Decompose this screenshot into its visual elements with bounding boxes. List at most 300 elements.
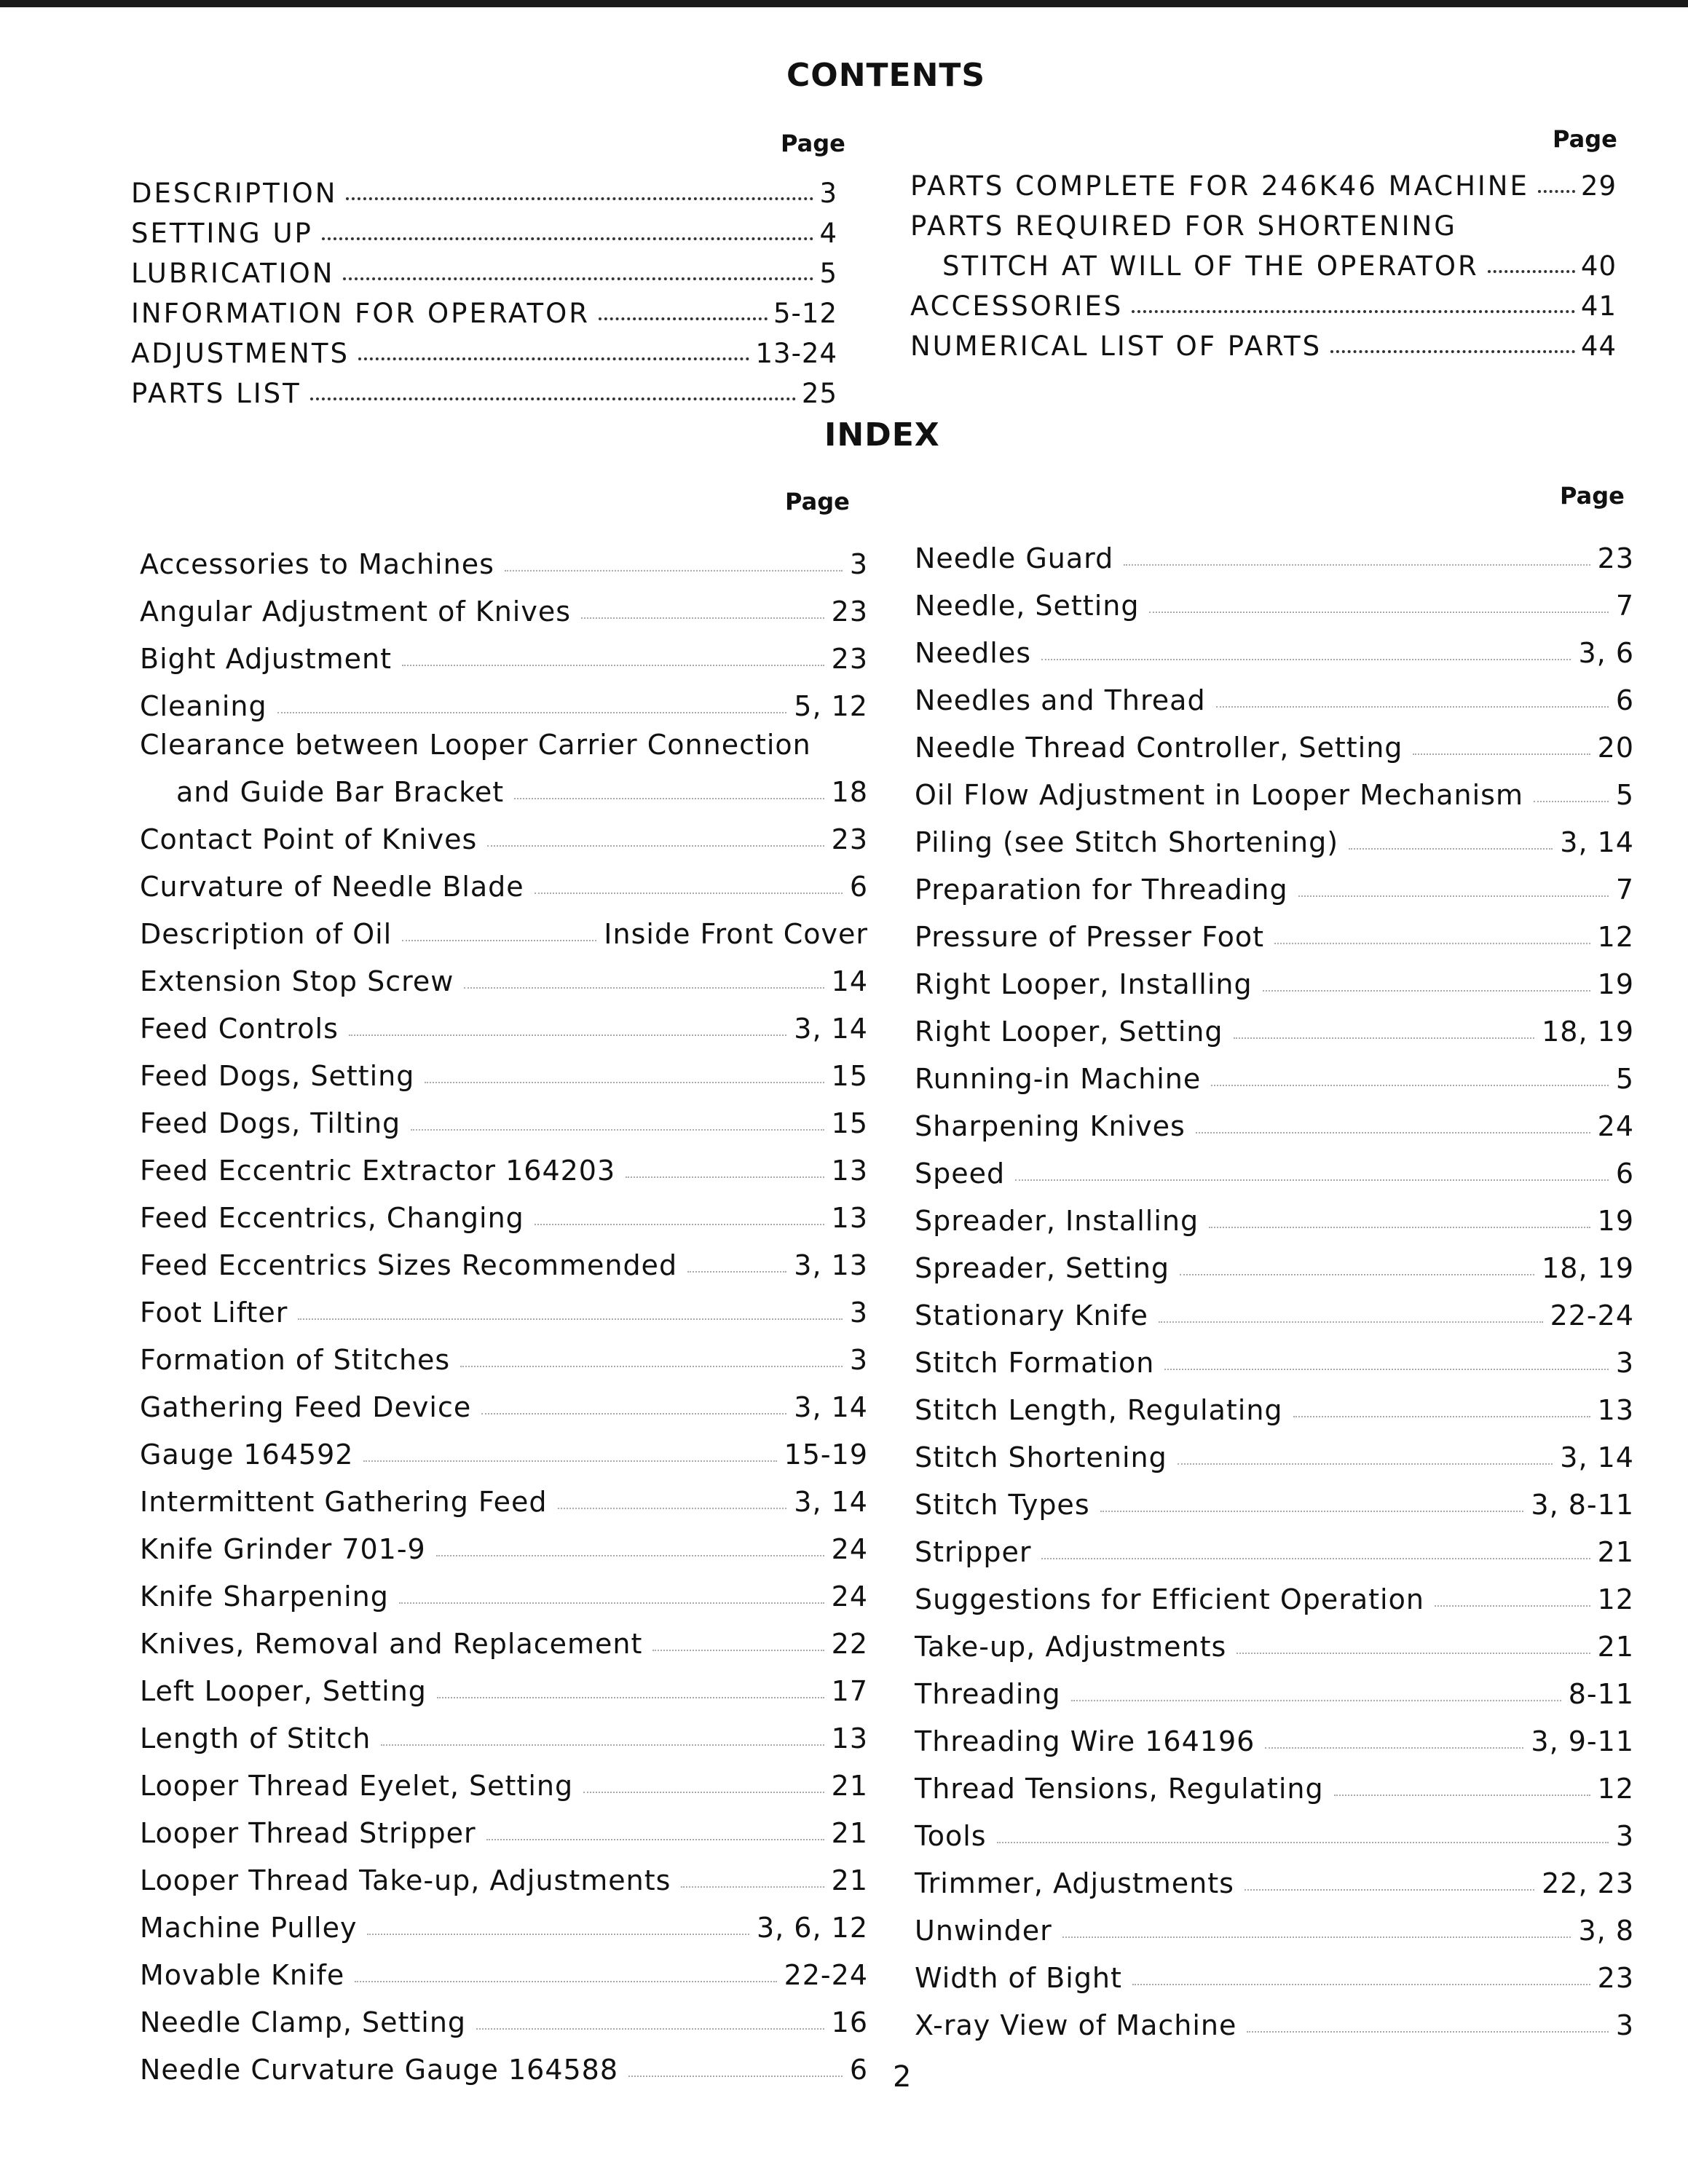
index-entry [140, 1754, 868, 1802]
entry-page: 12 [1597, 1773, 1634, 1805]
entry-label: Stitch Shortening [915, 1441, 1167, 1473]
dot-leader [1349, 848, 1553, 850]
index-entry [915, 527, 1634, 574]
entry-label: Angular Adjustment of Knives [140, 596, 572, 628]
dot-leader [1041, 1558, 1590, 1559]
entry-label: STITCH AT WILL OF THE OPERATOR [942, 250, 1479, 282]
index-entry [140, 580, 868, 628]
index-entry [915, 1142, 1634, 1190]
dot-leader [1100, 1511, 1524, 1512]
contents-entry [131, 249, 837, 289]
dot-leader [1062, 1936, 1571, 1938]
entry-page: 18, 19 [1542, 1252, 1634, 1284]
entry-label: Formation of Stitches [140, 1344, 451, 1376]
entry-label: Right Looper, Setting [915, 1016, 1223, 1048]
entry-page: 13 [831, 1155, 868, 1187]
dot-leader [1534, 801, 1609, 802]
entry-page: 21 [831, 1770, 868, 1802]
dot-leader [558, 1508, 787, 1509]
index-entry [140, 1707, 868, 1754]
dot-leader [1216, 706, 1609, 708]
entry-page: 18, 19 [1542, 1016, 1634, 1048]
entry-page: 7 [1615, 590, 1634, 622]
entry-page: 3 [849, 1344, 868, 1376]
entry-page: 6 [1615, 684, 1634, 716]
index-entry [140, 808, 868, 855]
entry-page: 3, 13 [794, 1249, 868, 1281]
entry-label: Looper Thread Eyelet, Setting [140, 1770, 574, 1802]
index-entry [915, 1284, 1634, 1332]
dot-leader [486, 1839, 824, 1840]
dot-leader [381, 1744, 824, 1746]
entry-label: Feed Controls [140, 1013, 339, 1045]
entry-label: Needle, Setting [915, 590, 1140, 622]
index-entry [140, 1613, 868, 1660]
dot-leader [402, 665, 824, 666]
index-entry [915, 1237, 1634, 1284]
dot-leader [367, 1934, 749, 1935]
entry-page: 19 [1597, 968, 1634, 1000]
entry-label: Length of Stitch [140, 1722, 371, 1754]
contents-entry [910, 202, 1617, 242]
index-entry [140, 1092, 868, 1139]
entry-page: 3, 14 [794, 1486, 868, 1518]
entry-label: PARTS LIST [131, 378, 301, 409]
entry-label: Foot Lifter [140, 1297, 288, 1329]
dot-leader [277, 712, 787, 713]
entry-label: ADJUSTMENTS [131, 338, 350, 369]
dot-leader [476, 2028, 824, 2030]
contents-entry [910, 162, 1617, 202]
entry-page: 22 [831, 1628, 868, 1660]
dot-leader [1196, 1132, 1590, 1133]
entry-page: 17 [831, 1675, 868, 1707]
index-right-list [915, 527, 1634, 2041]
dot-leader [464, 987, 824, 989]
entry-label: Feed Eccentrics, Changing [140, 1202, 524, 1234]
index-heading: INDEX [824, 416, 940, 454]
entry-label: Threading Wire 164196 [915, 1725, 1255, 1757]
entry-page: 5-12 [773, 298, 837, 329]
entry-page: 40 [1580, 250, 1617, 282]
entry-page: 4 [819, 218, 837, 249]
dot-leader [1413, 753, 1590, 755]
dot-leader [997, 1842, 1609, 1843]
entry-label: Extension Stop Screw [140, 965, 454, 997]
dot-leader [1274, 943, 1590, 944]
entry-label: LUBRICATION [131, 258, 335, 289]
entry-page: 5 [1615, 1063, 1634, 1095]
entry-page: 3, 14 [794, 1013, 868, 1045]
index-entry [140, 1281, 868, 1329]
entry-label: Stripper [915, 1536, 1032, 1568]
entry-page: 3, 14 [1560, 1441, 1634, 1473]
contents-left-list [131, 169, 837, 409]
entry-label: ACCESSORIES [910, 290, 1124, 322]
dot-leader [581, 617, 824, 619]
index-entry [915, 574, 1634, 622]
entry-page: 21 [831, 1864, 868, 1896]
dot-leader [652, 1650, 824, 1651]
entry-label: Needle Clamp, Setting [140, 2006, 467, 2038]
index-entry [140, 1518, 868, 1565]
index-entry [915, 764, 1634, 811]
dot-leader [1149, 612, 1608, 613]
entry-page: 29 [1580, 170, 1617, 202]
index-entry [915, 1757, 1634, 1805]
entry-page: 23 [1597, 542, 1634, 574]
dot-leader [1132, 1984, 1590, 1985]
entry-page: 13-24 [755, 338, 837, 369]
index-entry [915, 1048, 1634, 1095]
entry-page: 24 [831, 1533, 868, 1565]
dot-leader [487, 845, 824, 847]
index-entry [140, 1660, 868, 1707]
contents-entry [910, 282, 1617, 322]
index-entry [140, 675, 868, 722]
entry-page: 12 [1597, 921, 1634, 953]
entry-label: Looper Thread Take-up, Adjustments [140, 1864, 671, 1896]
entry-label: Take-up, Adjustments [915, 1631, 1227, 1663]
entry-page: 21 [1597, 1536, 1634, 1568]
index-entry [915, 1805, 1634, 1852]
dot-leader [1488, 270, 1575, 273]
index-entry [140, 628, 868, 675]
dot-leader [583, 1792, 824, 1793]
entry-label: Cleaning [140, 690, 267, 722]
entry-label: Gauge 164592 [140, 1439, 354, 1471]
contents-entry [910, 322, 1617, 362]
entry-page: 21 [831, 1817, 868, 1849]
entry-label: Machine Pulley [140, 1912, 358, 1944]
index-entry [140, 722, 868, 808]
entry-label: Looper Thread Stripper [140, 1817, 476, 1849]
entry-page: 13 [1597, 1394, 1634, 1426]
dot-leader [628, 2076, 843, 2077]
entry-page: 15 [831, 1107, 868, 1139]
dot-leader [310, 397, 796, 400]
entry-label: Stationary Knife [915, 1299, 1148, 1332]
dot-leader [626, 1176, 824, 1178]
index-entry [915, 669, 1634, 716]
entry-label: Needles and Thread [915, 684, 1206, 716]
page-number: 2 [893, 2060, 912, 2094]
dot-leader [535, 893, 843, 894]
entry-label: Knife Grinder 701-9 [140, 1533, 426, 1565]
entry-page: 44 [1580, 331, 1617, 362]
index-entry [915, 811, 1634, 858]
entry-label: Accessories to Machines [140, 548, 494, 580]
entry-page: 22-24 [784, 1959, 868, 1991]
dot-leader [1159, 1321, 1543, 1323]
entry-label: Description of Oil [140, 918, 393, 950]
entry-label: Feed Eccentric Extractor 164203 [140, 1155, 616, 1187]
entry-label: Trimmer, Adjustments [915, 1867, 1234, 1899]
index-entry [915, 1332, 1634, 1379]
dot-leader [1124, 564, 1590, 566]
entry-page: 5 [1615, 779, 1634, 811]
entry-page: 5, 12 [794, 690, 868, 722]
index-entry [915, 1852, 1634, 1899]
entry-label: Feed Eccentrics Sizes Recommended [140, 1249, 678, 1281]
index-entry [140, 1802, 868, 1849]
entry-page: 3 [849, 1297, 868, 1329]
index-entry [140, 1376, 868, 1423]
dot-leader [681, 1886, 824, 1888]
index-entry [915, 622, 1634, 669]
dot-leader [1265, 1747, 1523, 1749]
entry-page: 3 [1615, 2009, 1634, 2041]
contents-entry [131, 289, 837, 329]
entry-label: Gathering Feed Device [140, 1391, 472, 1423]
entry-page: 13 [831, 1202, 868, 1234]
contents-entry [131, 169, 837, 209]
entry-label: Sharpening Knives [915, 1110, 1186, 1142]
entry-label: Stitch Types [915, 1489, 1090, 1521]
entry-label: Contact Point of Knives [140, 823, 478, 855]
dot-leader [1180, 1274, 1534, 1275]
index-entry [915, 1568, 1634, 1615]
entry-page: 3, 6 [1578, 637, 1634, 669]
entry-page: 21 [1597, 1631, 1634, 1663]
index-entry [140, 1045, 868, 1092]
entry-label: Suggestions for Efficient Operation [915, 1583, 1424, 1615]
index-entry [140, 1991, 868, 2038]
index-entry [915, 1521, 1634, 1568]
dot-leader [505, 570, 843, 571]
index-entry [140, 1187, 868, 1234]
entry-label: Unwinder [915, 1915, 1052, 1947]
entry-label: Feed Dogs, Setting [140, 1060, 415, 1092]
contents-entry [131, 329, 837, 369]
entry-label: Needle Guard [915, 542, 1114, 574]
entry-label: Stitch Length, Regulating [915, 1394, 1283, 1426]
dot-leader [363, 1460, 776, 1462]
entry-label: INFORMATION FOR OPERATOR [131, 298, 590, 329]
index-entry [140, 855, 868, 903]
entry-page: 23 [831, 596, 868, 628]
index-entry [140, 950, 868, 997]
dot-leader [1298, 895, 1609, 897]
dot-leader [481, 1413, 786, 1415]
dot-leader [358, 357, 750, 360]
entry-label: NUMERICAL LIST OF PARTS [910, 331, 1322, 362]
index-entry [140, 1849, 868, 1896]
entry-page: 8-11 [1568, 1678, 1634, 1710]
index-left-list [140, 533, 868, 2086]
entry-label: Knives, Removal and Replacement [140, 1628, 643, 1660]
entry-page: 24 [1597, 1110, 1634, 1142]
entry-label: Width of Bight [915, 1962, 1122, 1994]
entry-page: 6 [1615, 1158, 1634, 1190]
index-entry [915, 1000, 1634, 1048]
dot-leader [1245, 1889, 1534, 1891]
contents-entry [131, 369, 837, 409]
index-entry [140, 1896, 868, 1944]
dot-leader [437, 1697, 824, 1698]
entry-page: 18 [831, 776, 868, 808]
index-entry [140, 533, 868, 580]
dot-leader [1178, 1463, 1553, 1465]
index-entry [915, 1095, 1634, 1142]
entry-page: 22-24 [1550, 1299, 1634, 1332]
entry-page: 12 [1597, 1583, 1634, 1615]
entry-page: 23 [1597, 1962, 1634, 1994]
entry-page: 7 [1615, 874, 1634, 906]
index-entry [915, 953, 1634, 1000]
index-entry [915, 858, 1634, 906]
dot-leader [1263, 990, 1590, 992]
index-entry [915, 1426, 1634, 1473]
entry-page: 3 [1615, 1347, 1634, 1379]
entry-page: 19 [1597, 1205, 1634, 1237]
dot-leader [322, 237, 814, 240]
dot-leader [1211, 1085, 1609, 1086]
dot-leader [1237, 1653, 1590, 1654]
dot-leader [349, 1034, 786, 1036]
entry-label: Oil Flow Adjustment in Looper Mechanism [915, 779, 1523, 811]
dot-leader [402, 940, 596, 941]
entry-label: PARTS REQUIRED FOR SHORTENING [910, 210, 1457, 242]
dot-leader [1334, 1795, 1590, 1796]
index-entry [140, 1329, 868, 1376]
index-entry [140, 2038, 868, 2086]
entry-page: 3, 14 [1560, 826, 1634, 858]
entry-label: Preparation for Threading [915, 874, 1288, 906]
dot-leader [355, 1981, 776, 1982]
entry-label: Threading [915, 1678, 1061, 1710]
dot-leader [1247, 2031, 1608, 2033]
entry-label: Knife Sharpening [140, 1580, 389, 1613]
index-right-page-header: Page [1560, 482, 1625, 510]
entry-label: X-ray View of Machine [915, 2009, 1237, 2041]
entry-page: 3 [819, 178, 837, 209]
entry-label: PARTS COMPLETE FOR 246K46 MACHINE [910, 170, 1529, 202]
index-entry [140, 1423, 868, 1471]
entry-label: Stitch Formation [915, 1347, 1155, 1379]
entry-page: 3, 14 [794, 1391, 868, 1423]
entry-label: Needle Thread Controller, Setting [915, 732, 1403, 764]
entry-label: Piling (see Stitch Shortening) [915, 826, 1339, 858]
entry-label: Running-in Machine [915, 1063, 1202, 1095]
entry-page: 15-19 [784, 1439, 868, 1471]
dot-leader [343, 277, 813, 280]
index-entry [140, 997, 868, 1045]
entry-label: Thread Tensions, Regulating [915, 1773, 1324, 1805]
entry-page: 13 [831, 1722, 868, 1754]
dot-leader [1293, 1416, 1590, 1417]
index-entry [915, 1899, 1634, 1947]
entry-label: Speed [915, 1158, 1006, 1190]
dot-leader [599, 317, 768, 320]
dot-leader [411, 1129, 824, 1131]
entry-page: 3, 6, 12 [756, 1912, 868, 1944]
entry-page: 20 [1597, 732, 1634, 764]
dot-leader [436, 1555, 824, 1556]
entry-page: 22, 23 [1542, 1867, 1634, 1899]
entry-page: 3, 9-11 [1531, 1725, 1634, 1757]
contents-entry [910, 242, 1617, 282]
dot-leader [346, 197, 813, 200]
dot-leader [298, 1318, 842, 1320]
index-entry [915, 1615, 1634, 1663]
dot-leader [514, 798, 824, 799]
entry-page: 6 [849, 2054, 868, 2086]
index-entry [140, 1565, 868, 1613]
index-entry [140, 903, 868, 950]
entry-label: Feed Dogs, Tilting [140, 1107, 401, 1139]
index-entry [915, 1947, 1634, 1994]
entry-label: Needle Curvature Gauge 164588 [140, 2054, 619, 2086]
entry-label: DESCRIPTION [131, 178, 338, 209]
dot-leader [1071, 1700, 1561, 1701]
entry-label: Clearance between Looper Carrier Connection [140, 729, 811, 761]
entry-label: Intermittent Gathering Feed [140, 1486, 548, 1518]
dot-leader [535, 1224, 824, 1225]
dot-leader [1435, 1605, 1590, 1607]
index-entry [915, 1663, 1634, 1710]
entry-label: Right Looper, Installing [915, 968, 1253, 1000]
dot-leader [399, 1602, 824, 1604]
entry-label: Movable Knife [140, 1959, 345, 1991]
index-entry [915, 1994, 1634, 2041]
contents-right-list [910, 162, 1617, 362]
index-entry [915, 1473, 1634, 1521]
index-entry [140, 1234, 868, 1281]
entry-label: SETTING UP [131, 218, 313, 249]
entry-label: Spreader, Setting [915, 1252, 1170, 1284]
index-entry [915, 1379, 1634, 1426]
index-entry [140, 1139, 868, 1187]
entry-label: Bight Adjustment [140, 643, 392, 675]
entry-page: 23 [831, 643, 868, 675]
dot-leader [1234, 1037, 1535, 1039]
entry-page: 16 [831, 2006, 868, 2038]
contents-right-page-header: Page [1553, 125, 1617, 153]
dot-leader [1015, 1179, 1609, 1181]
entry-page: 41 [1580, 290, 1617, 322]
contents-entry [131, 209, 837, 249]
index-entry [140, 1471, 868, 1518]
entry-page: 5 [819, 258, 837, 289]
entry-page: 3 [1615, 1820, 1634, 1852]
entry-label: Pressure of Presser Foot [915, 921, 1265, 953]
dot-leader [1132, 310, 1575, 313]
entry-page: 23 [831, 823, 868, 855]
contents-heading: CONTENTS [786, 57, 986, 94]
entry-page: 3, 8 [1578, 1915, 1634, 1947]
entry-label: Tools [915, 1820, 987, 1852]
dot-leader [1209, 1227, 1590, 1228]
dot-leader [1330, 350, 1575, 353]
index-entry [915, 1710, 1634, 1757]
entry-page: 3, 8-11 [1531, 1489, 1634, 1521]
entry-page: 25 [801, 378, 837, 409]
dot-leader [687, 1271, 786, 1273]
entry-page: 6 [849, 871, 868, 903]
top-border [0, 0, 1688, 7]
dot-leader [1538, 190, 1575, 193]
entry-label: Curvature of Needle Blade [140, 871, 524, 903]
entry-label: Spreader, Installing [915, 1205, 1199, 1237]
dot-leader [460, 1366, 843, 1367]
entry-page: 3 [849, 548, 868, 580]
entry-page: Inside Front Cover [604, 918, 868, 950]
dot-leader [1041, 659, 1571, 660]
dot-leader [1164, 1369, 1608, 1370]
index-entry [915, 716, 1634, 764]
entry-page: 24 [831, 1580, 868, 1613]
